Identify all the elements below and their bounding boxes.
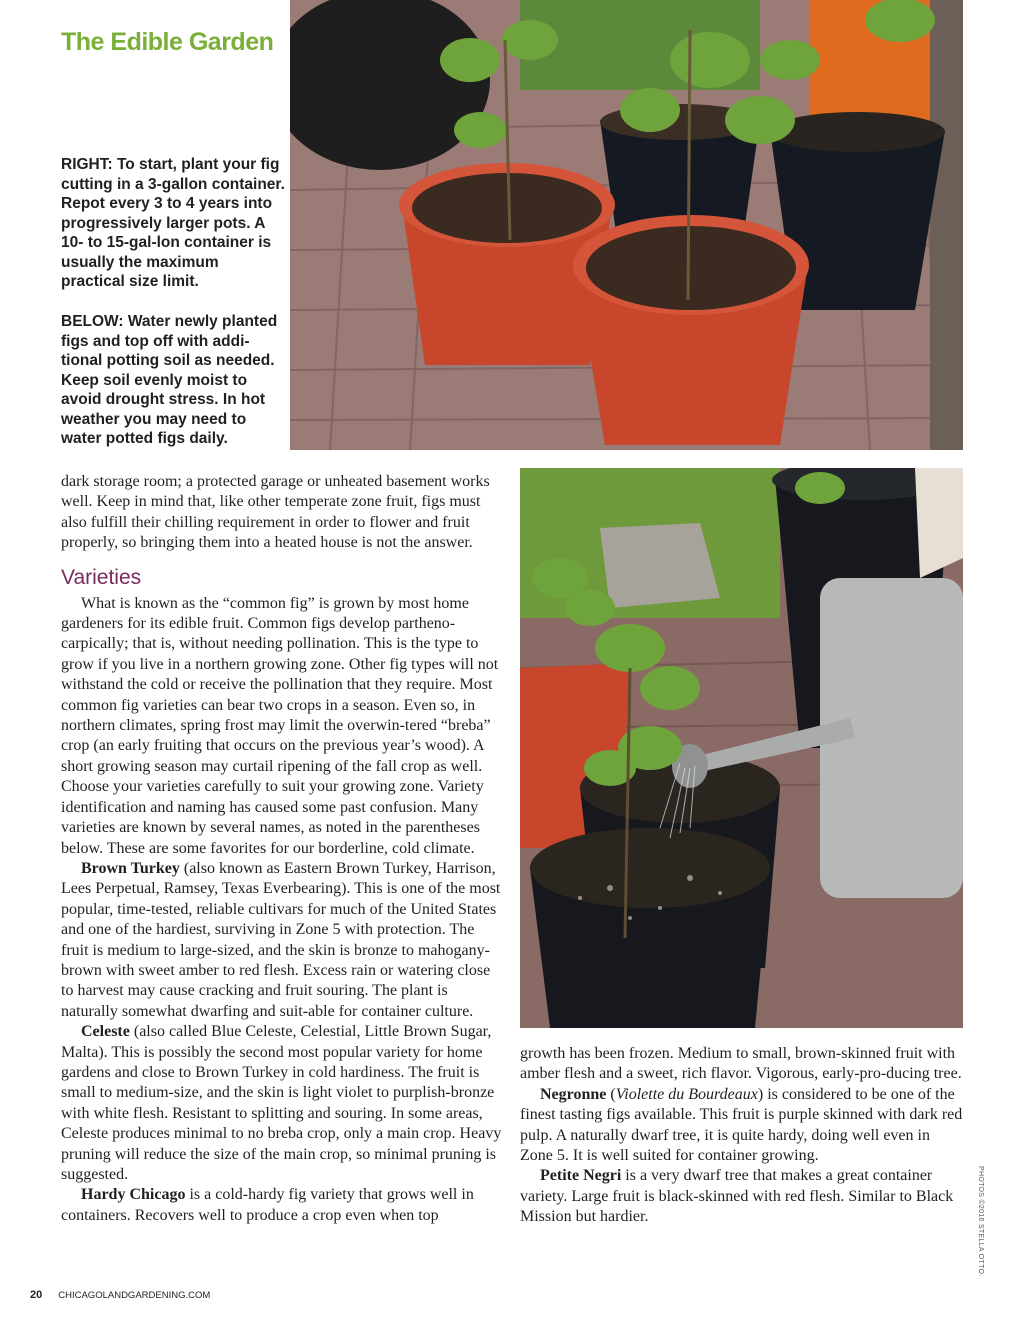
varieties-heading: Varieties [61,565,142,589]
variety-name-brown-turkey: Brown Turkey [81,859,180,877]
paragraph-hardy-chicago-continued: growth has been frozen. Medium to small, brown-skinned fruit with amber flesh and a sweet, rich flavor. Vigorous, early-pro-ducing tree. [520,1045,962,1083]
variety-name-petite-negri: Petite Negri [540,1167,622,1185]
footer-site: CHICAGOLANDGARDENING.COM [58,1290,211,1301]
photo-watering-figs [520,468,963,1028]
paragraph-negronne: Negronne (Violette du Bourdeaux) is considered to be one of the finest tasting figs available. This fruit is purple skinned with dark red pulp. A naturally dwarf tree, it is quite hardy, doing well even in Zone 5. It is well suited for container growing. [520,1085,963,1165]
photo-fig-pots-image [290,0,963,450]
photo-credit: PHOTOS ©2016 STELLA OTTO. [977,1166,984,1277]
paragraph-hardy-chicago [61,1185,504,1226]
variety-text-petite-negri: is a very dwarf tree that makes a great container variety. Large fruit is black-skinned with red flesh. Similar to Black Mission but hardier. [520,1167,954,1226]
article-left-column [61,472,504,1226]
caption-below: BELOW: Water newly planted figs and top off with addi-tional potting soil as needed. Keep soil evenly moist to avoid drought stress. In hot weather you may need to water potted figs daily. [61,313,278,447]
variety-text-celeste: (also called Blue Celeste, Celestial, Little Brown Sugar, Malta). This is possibly the second most popular variety for home gardens and close to Brown Turkey in cold hardiness. The fruit is small to medium-size, and the skin is light violet to purplish-bronze with white flesh. Resistant to splitting and souring. In some areas, Celeste produces minimal to no breba crop, only a main crop. Heavy pruning will reduce the size of the main crop, so minimal pruning is suggested. [61,1023,502,1183]
variety-name-celeste: Celeste [81,1023,130,1041]
variety-name-negronne: Negronne [540,1085,607,1103]
variety-text-negronne: is considered to be one of the finest tasting figs available. This fruit is purple skinned with dark red pulp. A naturally dwarf tree, it is quite hardy, doing well even in Zone 5. It is well suited for container growing. [520,1085,963,1165]
paragraph-petite-negri [520,1166,963,1227]
variety-text-brown-turkey: (also known as Eastern Brown Turkey, Harrison, Lees Perpetual, Ramsey, Texas Everbearing). This is one of the most popular, time-tested, reliable cultivars for much of the United States and one of the hardiest, surviving in Zone 5 with protection. The fruit is medium to large-sized, and the skin is bronze to mahogany-brown with sweet amber to red flesh. Excess rain or watering close to harvest may cause cracking and fruit souring. The plant is naturally somewhat dwarfing and suit-able for container culture. [61,859,501,1020]
article-right-column [520,1044,963,1228]
paragraph-varieties-intro: What is known as the “common fig” is grown by most home gardeners for its edible fruit. Common figs develop partheno-carpically; that is, without needing pollination. This is the type to grow if you live in a northern growing zone. Other fig types will not withstand the cold or receive the pollination that they require. Most common fig varieties can bear two crops in a season. Even so, in northern climates, spring frost may limit the overwin-tered “breba” crop (an early fruiting that occurs on the previous year’s wood). A short growing season may curtail ripening of the fall crop as well. Choose your varieties carefully to suit your growing zone. Variety identification and naming has caused some past confusion. Many varieties are known by several names, as noted in the parentheses below. These are some favorites for our borderline, cold climate. [61,594,499,857]
photo-watering-figs-image [520,468,963,1028]
paragraph-celeste [61,1022,504,1185]
photo-fig-pots [290,0,963,450]
paragraph-brown-turkey [61,859,504,1022]
page-footer [30,1289,210,1301]
variety-text-hardy-chicago: is a cold-hardy fig variety that grows well in containers. Recovers well to produce a crop even when top [61,1186,474,1224]
variety-name-hardy-chicago: Hardy Chicago [81,1186,186,1204]
page-number: 20 [30,1289,43,1301]
caption-right: RIGHT: To start, plant your fig cutting in a 3-gallon container. Repot every 3 to 4 years into progressively larger pots. A 10- to 15-gal-lon container is usually the maximum practical size limit. [61,156,285,290]
variety-alias-negronne: Violette du Bourdeaux [615,1085,758,1103]
paragraph-intro: dark storage room; a protected garage or unheated basement works well. Keep in mind that, like other temperate zone fruit, figs must also fulfill their chilling requirement in order to flower and fruit properly, so bringing them into a heated house is not the answer. [61,473,490,552]
section-title: The Edible Garden [61,28,274,56]
